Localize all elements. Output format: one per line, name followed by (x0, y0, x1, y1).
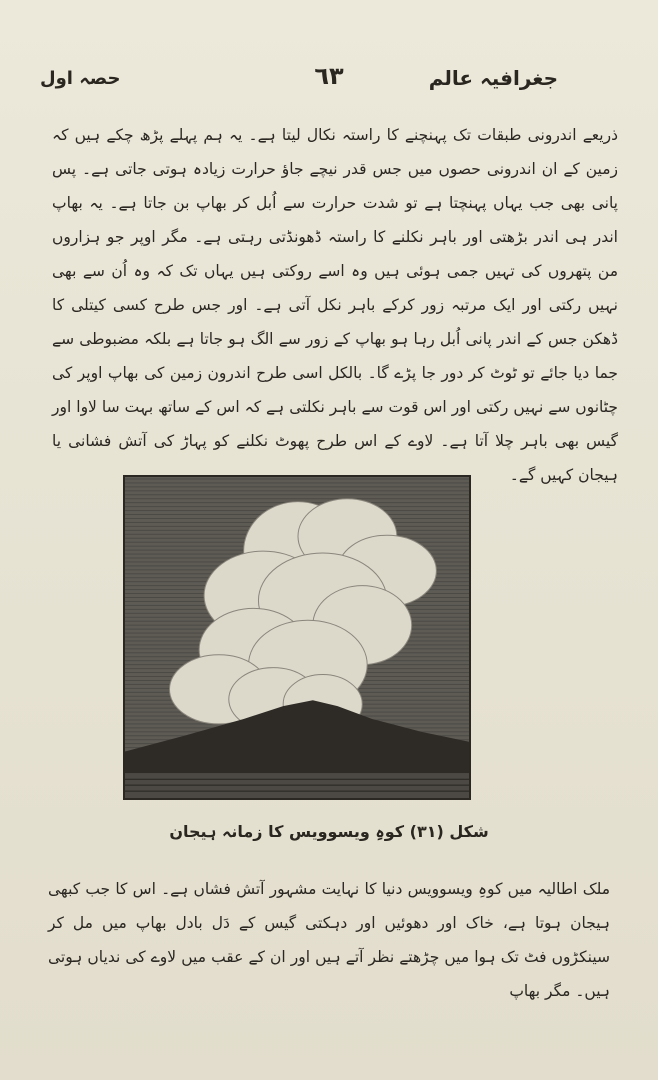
figure-caption: شکل (٣١) کوہِ ویسوویس کا زمانہ ہیجان (169, 822, 489, 841)
vesuvius-engraving (125, 477, 469, 798)
part-label: حصہ اول (40, 68, 121, 89)
page-number: ٦٣ (314, 62, 344, 90)
volcano-illustration (123, 475, 471, 800)
book-title: جغرافیہ عالم (428, 66, 558, 90)
page-header (40, 62, 618, 102)
paragraph-1: ذریعے اندرونی طبقات تک پہنچنے کا راستہ نکال لیتا ہے۔ یہ ہم پہلے پڑھ چکے ہیں کہ زمین کے ان اندرونی حصوں میں جس قدر نیچے جاؤ حرارت زیادہ ہوتی جاتی ہے۔ پس پانی بھی جب یہاں پہنچتا ہے تو شدت حرارت سے اُبل کر بھاپ بن جاتا ہے۔ یہ بھاپ اندر ہی اندر بڑھتی اور باہر نکلنے کا راستہ ڈھونڈتی رہتی ہے۔ مگر اوپر جو ہزاروں من پتھروں کی تہیں جمی ہوئی ہیں وہ اسے روکتی ہیں یہاں تک کہ وہ اُن سے بھی نہیں رکتی اور ایک مرتبہ زور کرکے باہر نکل آتی ہے۔ اور جس طرح کسی کیتلی کا ڈھکن جس کے اندر پانی اُبل رہا ہو بھاپ کے زور سے الگ ہو جاتا ہے بلکہ مضبوطی سے جما دیا جائے تو ٹوٹ کر دور جا پڑے گا۔ بالکل اسی طرح اندرون زمین کی بھاپ اوپر کی چٹانوں سے نہیں رکتی اور اس قوت سے باہر نکلتی ہے کہ اس کے ساتھ بہت سا لاوا اور گیس بھی باہر چلا آتا ہے۔ لاوے کے اس طرح پھوٹ نکلنے کو پہاڑ کی آتش فشانی یا ہیجان کہیں گے۔ (52, 126, 618, 484)
paragraph-2: ملک اطالیہ میں کوہِ ویسوویس دنیا کا نہایت مشہور آتش فشاں ہے۔ اس کا جب کبھی ہیجان ہوتا ہے، خاک اور دھوئیں اور دہکتی گیس کے دَل بادل بھاپ میں مل کر سینکڑوں فٹ تک ہوا میں چڑھتے نظر آتے ہیں اور ان کے عقب میں لاوے کی ندیاں ہوتی ہیں۔ مگر بھاپ (48, 880, 610, 1000)
